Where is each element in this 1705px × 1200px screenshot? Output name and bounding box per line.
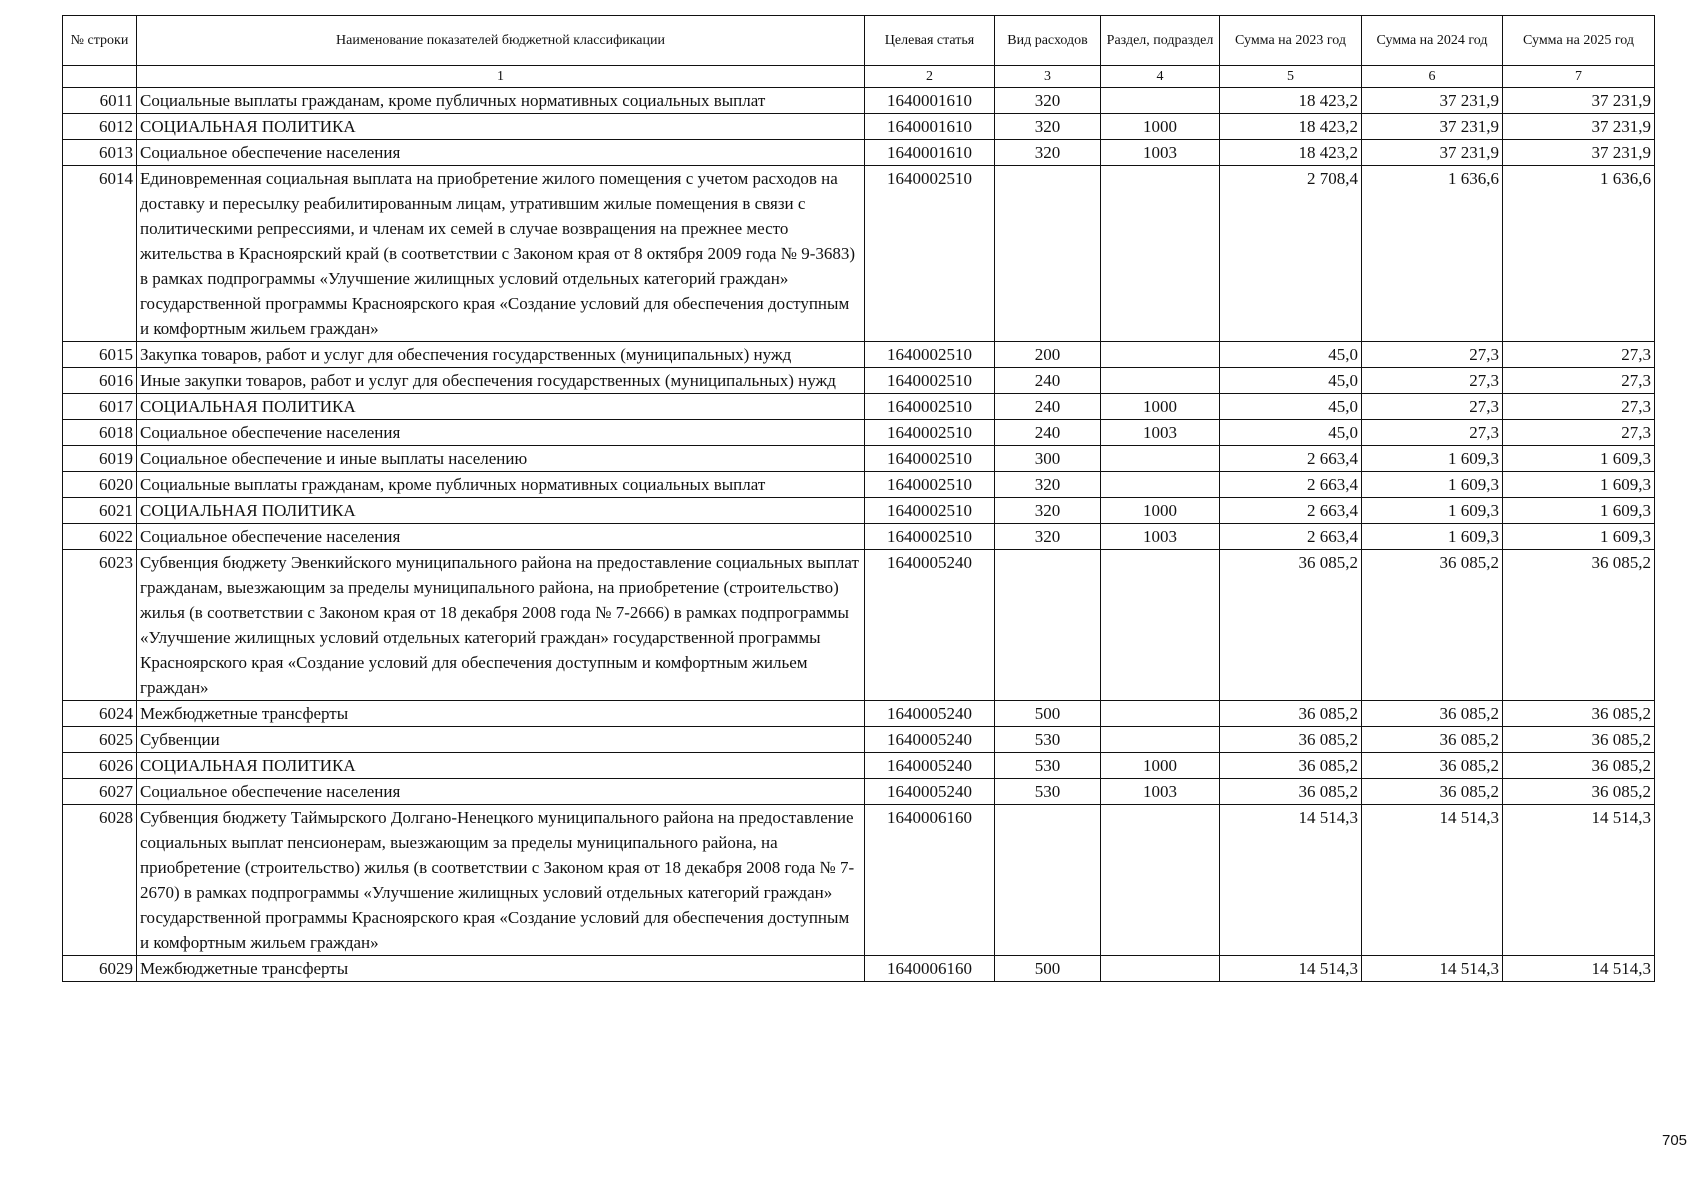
row-number-cell: 6016: [63, 368, 137, 394]
sum-2023-cell: 2 663,4: [1220, 446, 1362, 472]
sum-2025-cell: 1 609,3: [1503, 446, 1655, 472]
sum-2024-cell: 37 231,9: [1362, 140, 1503, 166]
sum-2024-cell: 37 231,9: [1362, 88, 1503, 114]
table-row: [63, 498, 1655, 524]
column-number: 5: [1220, 66, 1362, 88]
sum-2023-cell: 36 085,2: [1220, 701, 1362, 727]
table-row: [63, 779, 1655, 805]
header-row-number: № строки: [63, 16, 137, 66]
expense-kind-cell: 240: [995, 394, 1101, 420]
header-sum-2025: Сумма на 2025 год: [1503, 16, 1655, 66]
target-article-cell: 1640006160: [865, 805, 995, 956]
sum-2023-cell: 18 423,2: [1220, 114, 1362, 140]
section-cell: [1101, 956, 1220, 982]
sum-2025-cell: 36 085,2: [1503, 727, 1655, 753]
expense-kind-cell: 500: [995, 956, 1101, 982]
name-cell: СОЦИАЛЬНАЯ ПОЛИТИКА: [137, 753, 865, 779]
target-article-cell: 1640005240: [865, 753, 995, 779]
name-cell: Социальное обеспечение населения: [137, 779, 865, 805]
sum-2023-cell: 14 514,3: [1220, 956, 1362, 982]
section-cell: 1000: [1101, 114, 1220, 140]
section-cell: [1101, 446, 1220, 472]
column-number: 6: [1362, 66, 1503, 88]
target-article-cell: 1640002510: [865, 472, 995, 498]
target-article-cell: 1640005240: [865, 550, 995, 701]
sum-2023-cell: 36 085,2: [1220, 550, 1362, 701]
header-section: Раздел, подраздел: [1101, 16, 1220, 66]
name-cell: Межбюджетные трансферты: [137, 701, 865, 727]
table-header: [63, 16, 1655, 88]
sum-2025-cell: 27,3: [1503, 394, 1655, 420]
section-cell: 1003: [1101, 140, 1220, 166]
sum-2024-cell: 36 085,2: [1362, 550, 1503, 701]
sum-2025-cell: 27,3: [1503, 368, 1655, 394]
name-cell: Субвенция бюджету Эвенкийского муниципального района на предоставление социальных выплат гражданам, выезжающим за пределы муниципального района, на приобретение (строительство) жилья (в соответствии с Законом края от 18 декабря 2008 года № 7-2666) в рамках подпрограммы «Улучшение жилищных условий отдельных категорий граждан» государственной программы Красноярского края «Создание условий для обеспечения доступным и комфортным жильем граждан»: [137, 550, 865, 701]
expense-kind-cell: 320: [995, 114, 1101, 140]
name-cell: Социальное обеспечение населения: [137, 420, 865, 446]
sum-2024-cell: 1 609,3: [1362, 524, 1503, 550]
name-cell: Межбюджетные трансферты: [137, 956, 865, 982]
sum-2023-cell: 45,0: [1220, 420, 1362, 446]
expense-kind-cell: 320: [995, 88, 1101, 114]
sum-2025-cell: 1 636,6: [1503, 166, 1655, 342]
row-number-cell: 6026: [63, 753, 137, 779]
target-article-cell: 1640005240: [865, 779, 995, 805]
column-number: 7: [1503, 66, 1655, 88]
name-cell: Социальное обеспечение населения: [137, 140, 865, 166]
table-row: [63, 394, 1655, 420]
table-row: [63, 472, 1655, 498]
sum-2025-cell: 37 231,9: [1503, 88, 1655, 114]
table-row: [63, 956, 1655, 982]
expense-kind-cell: 200: [995, 342, 1101, 368]
sum-2023-cell: 2 663,4: [1220, 472, 1362, 498]
page-number: 705: [1662, 1132, 1688, 1149]
target-article-cell: 1640006160: [865, 956, 995, 982]
name-cell: Иные закупки товаров, работ и услуг для обеспечения государственных (муниципальных) нужд: [137, 368, 865, 394]
name-cell: Единовременная социальная выплата на приобретение жилого помещения с учетом расходов на доставку и пересылку реабилитированным лицам, утратившим жилые помещения в связи с политическими репрессиями, и членам их семей в случае возвращения на прежнее место жительства в Красноярский край (в соответствии с Законом края от 8 октября 2009 года № 9-3683) в рамках подпрограммы «Улучшение жилищных условий отдельных категорий граждан» государственной программы Красноярского края «Создание условий для обеспечения доступным и комфортным жильем граждан»: [137, 166, 865, 342]
expense-kind-cell: 240: [995, 368, 1101, 394]
expense-kind-cell: 320: [995, 140, 1101, 166]
sum-2024-cell: 1 609,3: [1362, 472, 1503, 498]
section-cell: 1003: [1101, 524, 1220, 550]
sum-2024-cell: 27,3: [1362, 342, 1503, 368]
sum-2024-cell: 27,3: [1362, 420, 1503, 446]
target-article-cell: 1640005240: [865, 701, 995, 727]
section-cell: 1003: [1101, 779, 1220, 805]
target-article-cell: 1640001610: [865, 114, 995, 140]
expense-kind-cell: 320: [995, 472, 1101, 498]
row-number-cell: 6019: [63, 446, 137, 472]
sum-2025-cell: 1 609,3: [1503, 498, 1655, 524]
name-cell: Социальное обеспечение и иные выплаты населению: [137, 446, 865, 472]
header-name: Наименование показателей бюджетной классификации: [137, 16, 865, 66]
name-cell: СОЦИАЛЬНАЯ ПОЛИТИКА: [137, 394, 865, 420]
column-number: [63, 66, 137, 88]
section-cell: [1101, 727, 1220, 753]
sum-2023-cell: 18 423,2: [1220, 140, 1362, 166]
expense-kind-cell: 320: [995, 524, 1101, 550]
row-number-cell: 6020: [63, 472, 137, 498]
sum-2023-cell: 45,0: [1220, 342, 1362, 368]
row-number-cell: 6014: [63, 166, 137, 342]
expense-kind-cell: 240: [995, 420, 1101, 446]
name-cell: СОЦИАЛЬНАЯ ПОЛИТИКА: [137, 114, 865, 140]
target-article-cell: 1640001610: [865, 88, 995, 114]
expense-kind-cell: 320: [995, 498, 1101, 524]
sum-2025-cell: 36 085,2: [1503, 753, 1655, 779]
row-number-cell: 6023: [63, 550, 137, 701]
sum-2024-cell: 1 636,6: [1362, 166, 1503, 342]
target-article-cell: 1640002510: [865, 394, 995, 420]
expense-kind-cell: 530: [995, 753, 1101, 779]
column-number: 4: [1101, 66, 1220, 88]
sum-2023-cell: 18 423,2: [1220, 88, 1362, 114]
target-article-cell: 1640002510: [865, 166, 995, 342]
expense-kind-cell: 300: [995, 446, 1101, 472]
sum-2024-cell: 36 085,2: [1362, 779, 1503, 805]
sum-2025-cell: 27,3: [1503, 342, 1655, 368]
column-number: 1: [137, 66, 865, 88]
row-number-cell: 6018: [63, 420, 137, 446]
expense-kind-cell: [995, 805, 1101, 956]
expense-kind-cell: 500: [995, 701, 1101, 727]
row-number-cell: 6013: [63, 140, 137, 166]
sum-2023-cell: 2 663,4: [1220, 524, 1362, 550]
sum-2025-cell: 37 231,9: [1503, 140, 1655, 166]
header-sum-2024: Сумма на 2024 год: [1362, 16, 1503, 66]
table-row: [63, 114, 1655, 140]
target-article-cell: 1640002510: [865, 446, 995, 472]
row-number-cell: 6025: [63, 727, 137, 753]
target-article-cell: 1640001610: [865, 140, 995, 166]
header-sum-2023: Сумма на 2023 год: [1220, 16, 1362, 66]
sum-2025-cell: 36 085,2: [1503, 701, 1655, 727]
target-article-cell: 1640002510: [865, 420, 995, 446]
sum-2024-cell: 1 609,3: [1362, 498, 1503, 524]
name-cell: Социальные выплаты гражданам, кроме публичных нормативных социальных выплат: [137, 88, 865, 114]
target-article-cell: 1640005240: [865, 727, 995, 753]
target-article-cell: 1640002510: [865, 342, 995, 368]
sum-2024-cell: 14 514,3: [1362, 805, 1503, 956]
sum-2023-cell: 2 708,4: [1220, 166, 1362, 342]
name-cell: СОЦИАЛЬНАЯ ПОЛИТИКА: [137, 498, 865, 524]
name-cell: Субвенция бюджету Таймырского Долгано-Ненецкого муниципального района на предоставление социальных выплат пенсионерам, выезжающим за пределы муниципального района, на приобретение (строительство) жилья (в соответствии с Законом края от 18 декабря 2008 года № 7-2670) в рамках подпрограммы «Улучшение жилищных условий отдельных категорий граждан» государственной программы Красноярского края «Создание условий для обеспечения доступным и комфортным жильем граждан»: [137, 805, 865, 956]
sum-2024-cell: 27,3: [1362, 368, 1503, 394]
row-number-cell: 6015: [63, 342, 137, 368]
row-number-cell: 6021: [63, 498, 137, 524]
table-row: [63, 140, 1655, 166]
section-cell: [1101, 342, 1220, 368]
sum-2024-cell: 27,3: [1362, 394, 1503, 420]
sum-2025-cell: 14 514,3: [1503, 805, 1655, 956]
row-number-cell: 6028: [63, 805, 137, 956]
expense-kind-cell: [995, 550, 1101, 701]
sum-2024-cell: 36 085,2: [1362, 753, 1503, 779]
table-row: [63, 342, 1655, 368]
table-row: [63, 446, 1655, 472]
target-article-cell: 1640002510: [865, 498, 995, 524]
sum-2025-cell: 37 231,9: [1503, 114, 1655, 140]
column-number: 3: [995, 66, 1101, 88]
name-cell: Социальные выплаты гражданам, кроме публичных нормативных социальных выплат: [137, 472, 865, 498]
header-target-article: Целевая статья: [865, 16, 995, 66]
table-row: [63, 753, 1655, 779]
name-cell: Закупка товаров, работ и услуг для обеспечения государственных (муниципальных) нужд: [137, 342, 865, 368]
sum-2025-cell: 27,3: [1503, 420, 1655, 446]
sum-2025-cell: 36 085,2: [1503, 550, 1655, 701]
sum-2023-cell: 36 085,2: [1220, 727, 1362, 753]
sum-2025-cell: 36 085,2: [1503, 779, 1655, 805]
sum-2024-cell: 36 085,2: [1362, 727, 1503, 753]
column-number: 2: [865, 66, 995, 88]
section-cell: 1003: [1101, 420, 1220, 446]
row-number-cell: 6011: [63, 88, 137, 114]
sum-2023-cell: 14 514,3: [1220, 805, 1362, 956]
table-body: [63, 88, 1655, 982]
table-row: [63, 166, 1655, 342]
sum-2023-cell: 45,0: [1220, 368, 1362, 394]
sum-2023-cell: 36 085,2: [1220, 753, 1362, 779]
section-cell: [1101, 805, 1220, 956]
name-cell: Субвенции: [137, 727, 865, 753]
header-expense-kind: Вид расходов: [995, 16, 1101, 66]
sum-2024-cell: 37 231,9: [1362, 114, 1503, 140]
table-row: [63, 805, 1655, 956]
section-cell: [1101, 550, 1220, 701]
target-article-cell: 1640002510: [865, 368, 995, 394]
sum-2024-cell: 36 085,2: [1362, 701, 1503, 727]
section-cell: 1000: [1101, 498, 1220, 524]
name-cell: Социальное обеспечение населения: [137, 524, 865, 550]
sum-2024-cell: 1 609,3: [1362, 446, 1503, 472]
section-cell: 1000: [1101, 753, 1220, 779]
expense-kind-cell: 530: [995, 779, 1101, 805]
section-cell: [1101, 701, 1220, 727]
sum-2025-cell: 14 514,3: [1503, 956, 1655, 982]
section-cell: [1101, 472, 1220, 498]
column-number-row: [63, 66, 1655, 88]
table-row: [63, 524, 1655, 550]
section-cell: [1101, 88, 1220, 114]
table-row: [63, 550, 1655, 701]
row-number-cell: 6027: [63, 779, 137, 805]
table-row: [63, 420, 1655, 446]
sum-2023-cell: 2 663,4: [1220, 498, 1362, 524]
target-article-cell: 1640002510: [865, 524, 995, 550]
row-number-cell: 6017: [63, 394, 137, 420]
table-row: [63, 701, 1655, 727]
row-number-cell: 6029: [63, 956, 137, 982]
sum-2025-cell: 1 609,3: [1503, 472, 1655, 498]
sum-2023-cell: 45,0: [1220, 394, 1362, 420]
row-number-cell: 6022: [63, 524, 137, 550]
row-number-cell: 6012: [63, 114, 137, 140]
section-cell: 1000: [1101, 394, 1220, 420]
section-cell: [1101, 368, 1220, 394]
expense-kind-cell: [995, 166, 1101, 342]
budget-table: [62, 15, 1655, 982]
expense-kind-cell: 530: [995, 727, 1101, 753]
row-number-cell: 6024: [63, 701, 137, 727]
sum-2025-cell: 1 609,3: [1503, 524, 1655, 550]
sum-2024-cell: 14 514,3: [1362, 956, 1503, 982]
sum-2023-cell: 36 085,2: [1220, 779, 1362, 805]
table-row: [63, 368, 1655, 394]
section-cell: [1101, 166, 1220, 342]
table-row: [63, 727, 1655, 753]
table-row: [63, 88, 1655, 114]
